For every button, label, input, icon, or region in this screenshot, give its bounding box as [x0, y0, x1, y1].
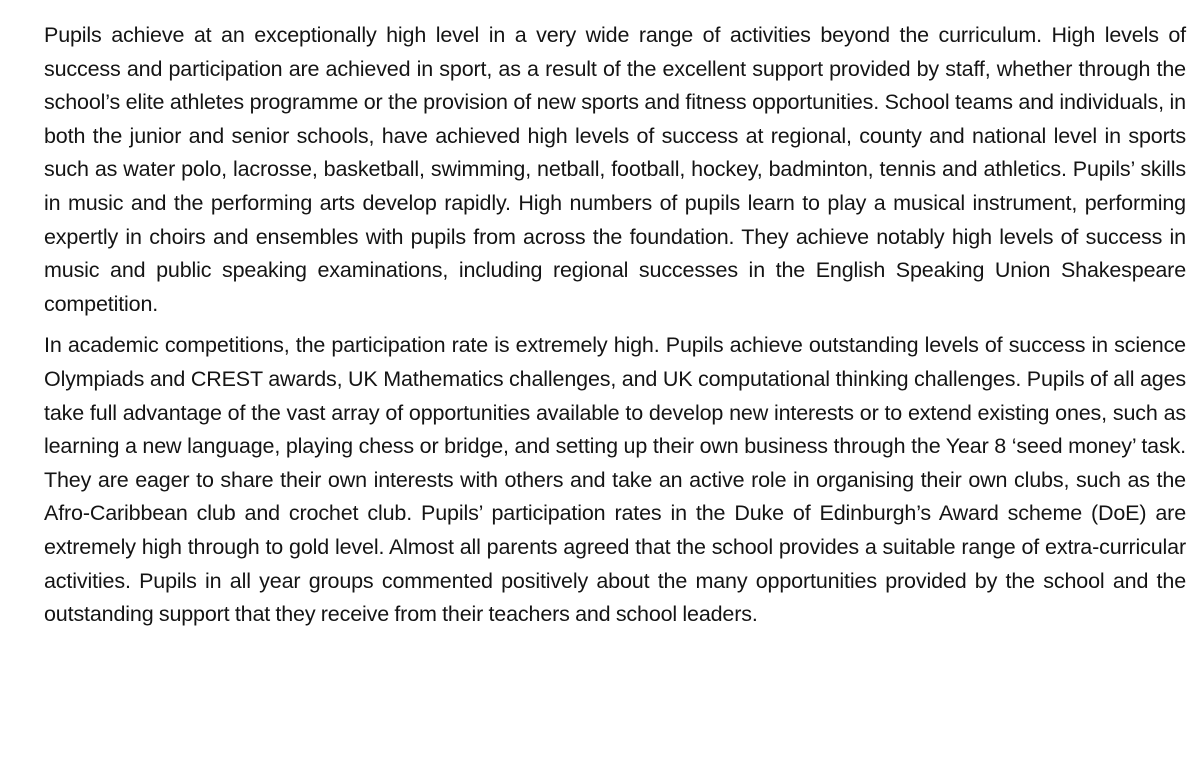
paragraph-academic-competitions: In academic competitions, the participation rate is extremely high. Pupils achieve outstanding levels of success in science Olympiads and CREST awards, UK Mathematics challenges, and UK computational thinking challenges. Pupils of all ages take full advantage of the vast array of opportunities available to develop new interests or to extend existing ones, such as learning a new language, playing chess or bridge, and setting up their own business through the Year 8 ‘seed money’ task. They are eager to share their own interests with others and take an active role in organising their own clubs, such as the Afro-Caribbean club and crochet club. Pupils’ participation rates in the Duke of Edinburgh’s Award scheme (DoE) are extremely high through to gold level. Almost all parents agreed that the school provides a suitable range of extra-curricular activities. Pupils in all year groups commented positively about the many opportunities provided by the school and the outstanding support that they receive from their teachers and school leaders. [44, 333, 1186, 627]
paragraph-extracurricular-achievement: Pupils achieve at an exceptionally high level in a very wide range of activities beyond the curriculum. High levels of success and participation are achieved in sport, as a result of the excellent support provided by staff, whether through the school’s elite athletes programme or the provision of new sports and fitness opportunities. School teams and individuals, in both the junior and senior schools, have achieved high levels of success at regional, county and national level in sports such as water polo, lacrosse, basketball, swimming, netball, football, hockey, badminton, tennis and athletics. Pupils’ skills in music and the performing arts develop rapidly. High numbers of pupils learn to play a musical instrument, performing expertly in choirs and ensembles with pupils from across the foundation. They achieve notably high levels of success in music and public speaking examinations, including regional successes in the English Speaking Union Shakespeare competition. [44, 23, 1186, 316]
paragraph-spacer [44, 321, 1186, 329]
